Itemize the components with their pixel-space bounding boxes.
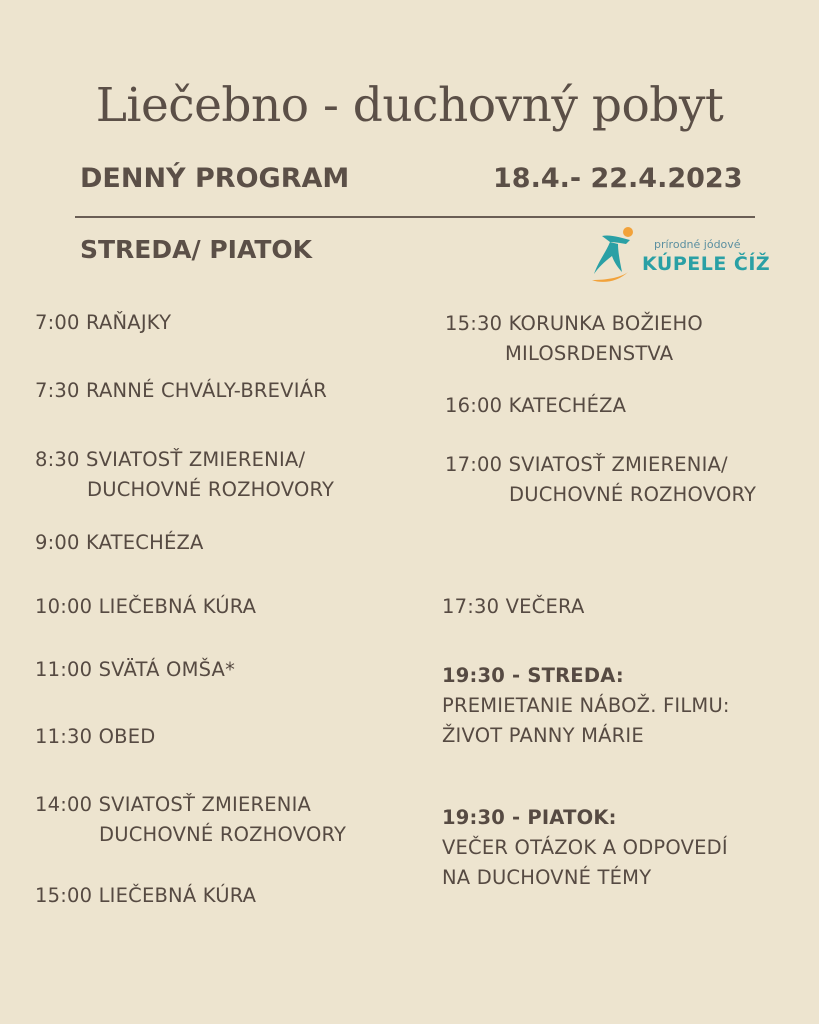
- item-time: 17:00: [445, 453, 503, 476]
- item-time: 17:30: [442, 595, 500, 618]
- evening-line: NA DUCHOVNÉ TÉMY: [442, 866, 652, 889]
- item-time: 7:30: [35, 379, 80, 402]
- item-time: 8:30: [35, 448, 80, 471]
- schedule-item: [35, 308, 171, 338]
- schedule-item: [35, 592, 256, 622]
- item-label: VEČERA: [505, 595, 585, 618]
- schedule-item: [35, 528, 204, 558]
- item-label: SVIATOSŤ ZMIERENIA/: [86, 448, 306, 471]
- item-continuation: MILOSRDENSTVA: [505, 342, 674, 365]
- schedule-item: [35, 790, 346, 850]
- item-label: RANNÉ CHVÁLY-BREVIÁR: [86, 379, 327, 402]
- evening-heading: 19:30 - STREDA:: [442, 664, 624, 687]
- evening-heading: 19:30 - PIATOK:: [442, 806, 617, 829]
- logo-tagline: prírodné jódové: [654, 238, 741, 251]
- evening-line: ŽIVOT PANNY MÁRIE: [442, 724, 644, 747]
- schedule-item: [445, 450, 756, 510]
- schedule-item: [442, 592, 585, 622]
- divider: [75, 216, 755, 218]
- kupele-ciz-logo: [588, 222, 771, 286]
- evening-program-friday: [442, 803, 728, 893]
- program-dates: 18.4.- 22.4.2023: [493, 163, 743, 194]
- item-label: KATECHÉZA: [86, 531, 204, 554]
- item-label: KORUNKA BOŽIEHO: [508, 312, 703, 335]
- schedule-item: [35, 376, 327, 406]
- item-time: 10:00: [35, 595, 93, 618]
- logo-name: KÚPELE ČÍŽ: [642, 253, 771, 275]
- evening-line: PREMIETANIE NÁBOŽ. FILMU:: [442, 694, 730, 717]
- item-label: OBED: [98, 725, 156, 748]
- schedule-item: [445, 391, 626, 421]
- item-time: 9:00: [35, 531, 80, 554]
- schedule-item: [35, 881, 256, 911]
- item-label: SVÄTÁ OMŠA*: [98, 658, 236, 681]
- item-label: KATECHÉZA: [508, 394, 627, 417]
- item-time: 11:30: [35, 725, 93, 748]
- item-continuation: DUCHOVNÉ ROZHOVORY: [99, 823, 347, 846]
- evening-program-wednesday: [442, 661, 730, 751]
- item-time: 14:00: [35, 793, 93, 816]
- program-label: DENNÝ PROGRAM: [80, 163, 350, 194]
- item-time: 7:00: [35, 311, 80, 334]
- item-label: LIEČEBNÁ KÚRA: [98, 595, 257, 618]
- page-title: Liečebno - duchovný pobyt: [95, 78, 724, 133]
- schedule-item: [35, 445, 334, 505]
- item-time: 16:00: [445, 394, 503, 417]
- item-label: LIEČEBNÁ KÚRA: [98, 884, 257, 907]
- evening-line: VEČER OTÁZOK A ODPOVEDÍ: [442, 836, 728, 859]
- item-time: 11:00: [35, 658, 93, 681]
- item-label: SVIATOSŤ ZMIERENIA/: [508, 453, 728, 476]
- schedule-item: [35, 655, 235, 685]
- item-label: SVIATOSŤ ZMIERENIA: [98, 793, 312, 816]
- schedule-item: [35, 722, 155, 752]
- item-time: 15:30: [445, 312, 503, 335]
- item-time: 15:00: [35, 884, 93, 907]
- item-label: RAŇAJKY: [86, 311, 172, 334]
- days-label: STREDA/ PIATOK: [80, 235, 313, 264]
- schedule-item: [445, 309, 703, 369]
- spa-figure-icon: [588, 222, 648, 286]
- item-continuation: DUCHOVNÉ ROZHOVORY: [509, 483, 757, 506]
- item-continuation: DUCHOVNÉ ROZHOVORY: [87, 478, 335, 501]
